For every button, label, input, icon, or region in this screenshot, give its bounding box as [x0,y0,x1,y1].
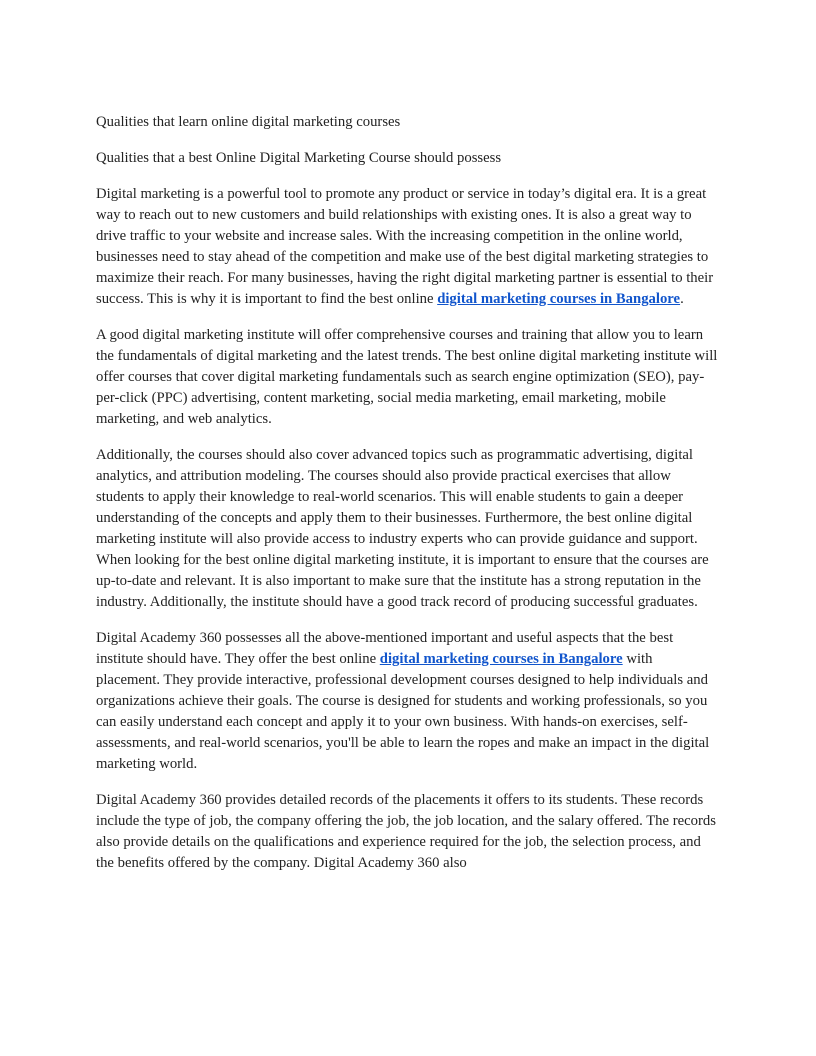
paragraph-academy-text: Digital Academy 360 possesses all the above-mentioned important and useful aspects that the best institute should have. They offer the best online [96,630,674,667]
paragraph-intro-text: Digital marketing is a powerful tool to promote any product or service in today’s digital era. It is a great way to reach out to new customers and build relationships with existing ones. It is also a great way to drive traffic to your website and increase sales. With the increasing competition in the online world, businesses need to stay ahead of the competition and make use of the best digital marketing strategies to maximize their reach. For many businesses, having the right digital marketing partner is essential to their success. This is why it is important to find the best online [96,186,714,307]
paragraph-academy-rest: with placement. They provide interactive, professional development courses designed to help individuals and organizations achieve their goals. The course is designed for students and working professionals, so you can easily understand each concept and apply it to your own business. With hands-on exercises, self-assessments, and real-world scenarios, you'll be able to learn the ropes and make an impact in the digital marketing world. [96,651,710,772]
document-page [96,112,720,889]
document-title: Qualities that learn online digital marketing courses [96,114,401,130]
paragraph-intro [96,184,720,310]
paragraph-placements: Digital Academy 360 provides detailed records of the placements it offers to its students. These records include the type of job, the company offering the job, the job location, and the salary offered. The records also provide details on the qualifications and experience required for the job, the selection process, and the benefits offered by the company. Digital Academy 360 also [96,792,716,871]
document-subtitle: Qualities that a best Online Digital Marketing Course should possess [96,150,502,166]
paragraph-advanced-topics: Additionally, the courses should also cover advanced topics such as programmatic advertising, digital analytics, and attribution modeling. The courses should also provide practical exercises that allow students to apply their knowledge to real-world scenarios. This will enable students to gain a deeper understanding of the concepts and apply them to their businesses. Furthermore, the best online digital marketing institute will also provide access to industry experts who can provide guidance and support. When looking for the best online digital marketing institute, it is important to ensure that the courses are up-to-date and relevant. It is also important to make sure that the institute has a strong reputation in the industry. Additionally, the institute should have a good track record of producing successful graduates. [96,447,709,610]
paragraph-institute: A good digital marketing institute will offer comprehensive courses and training that allow you to learn the fundamentals of digital marketing and the latest trends. The best online digital marketing institute will offer courses that cover digital marketing fundamentals such as search engine optimization (SEO), pay-per-click (PPC) advertising, content marketing, social media marketing, email marketing, mobile marketing, and web analytics. [96,327,718,427]
paragraph-intro-end: . [680,291,684,307]
courses-link-1[interactable]: digital marketing courses in Bangalore [437,291,681,307]
paragraph-academy [96,628,720,775]
courses-link-2[interactable]: digital marketing courses in Bangalore [379,651,623,667]
